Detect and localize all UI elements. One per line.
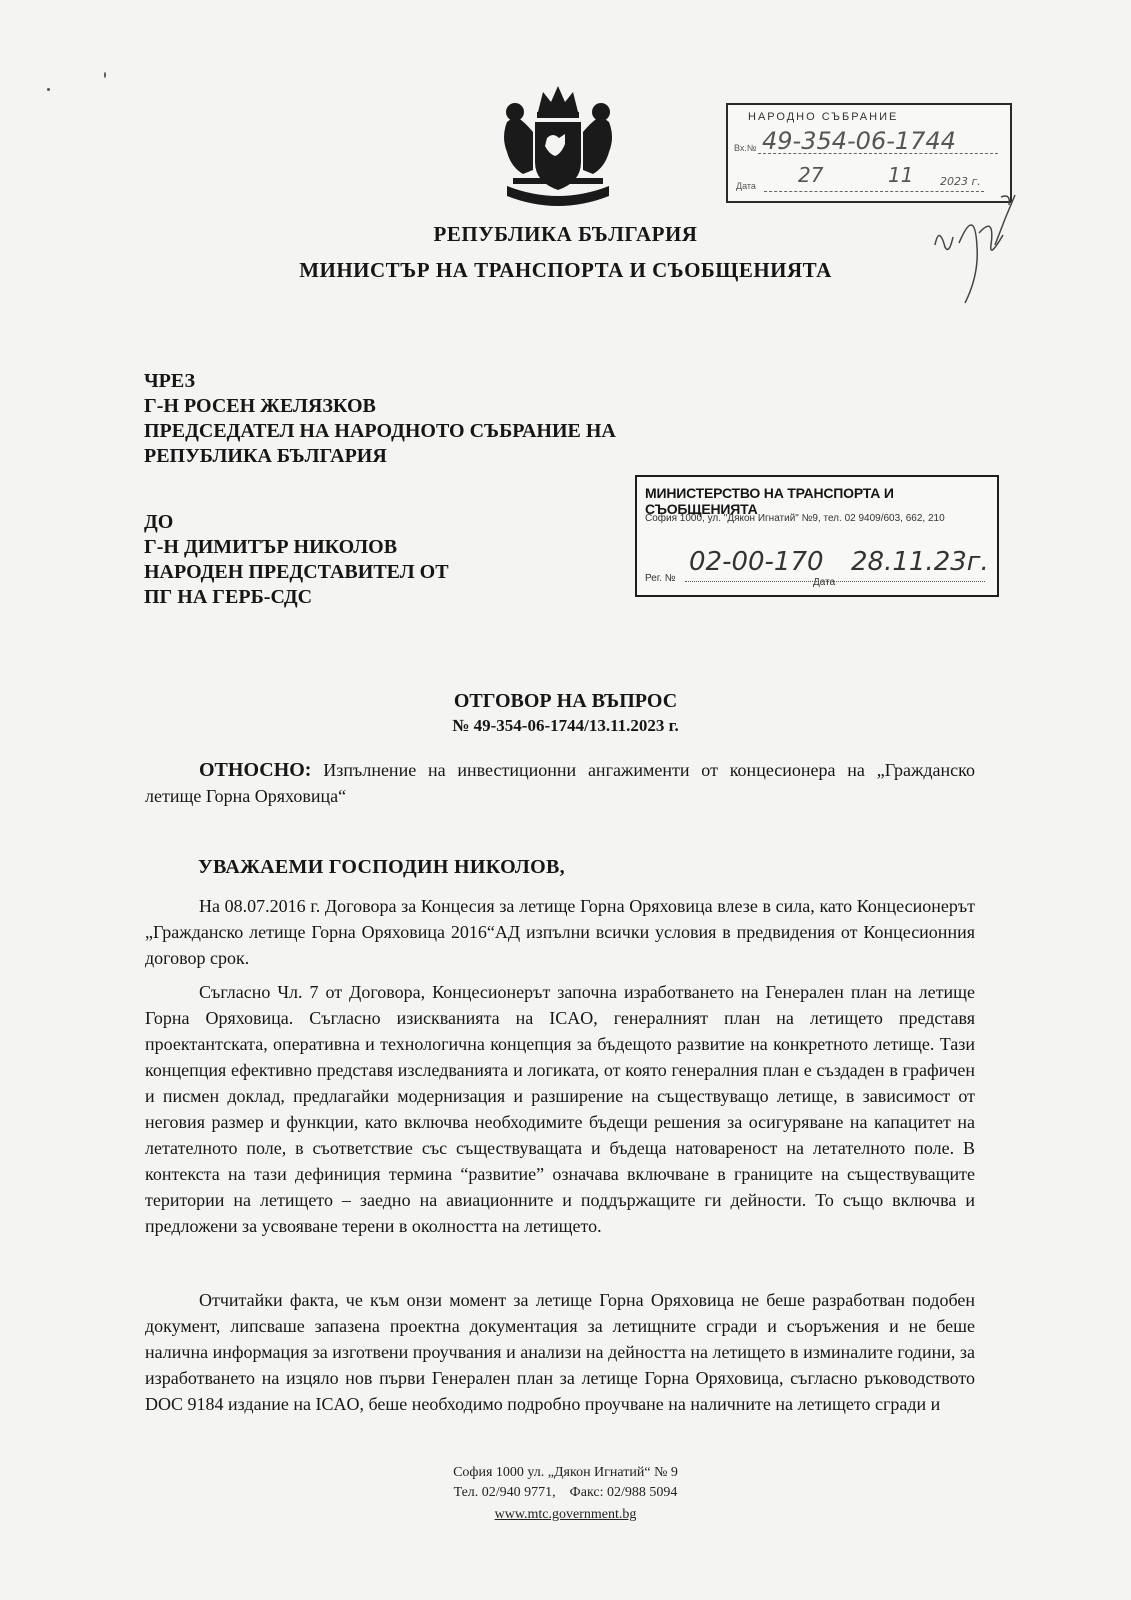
coat-of-arms-icon [493, 82, 623, 222]
stamp-line [685, 581, 985, 582]
subject-text: Изпълнение на инвестиционни ангажименти от концесионера на „Гражданско летище Горна Оряховица“ [145, 760, 975, 806]
recipient-line: ДО [144, 511, 174, 533]
via-line: ЧРЕЗ [144, 370, 196, 392]
recipient-line: НАРОДЕН ПРЕДСТАВИТЕЛ ОТ [144, 561, 449, 583]
stamp-line [758, 153, 998, 154]
stamp-date-label: Дата [736, 181, 756, 191]
recipient-line: Г-Н ДИМИТЪР НИКОЛОВ [144, 536, 398, 558]
document-title: ОТГОВОР НА ВЪПРОС [453, 690, 678, 712]
scan-speck [47, 88, 50, 91]
document-number: № 49-354-06-1744/13.11.2023 г. [452, 716, 679, 735]
recipient-line: ПГ НА ГЕРБ-СДС [144, 586, 313, 608]
stamp-date-year: 2023 г. [940, 175, 981, 188]
stamp-date-value: 28.11.23г. [851, 547, 989, 577]
body-paragraph: Отчитайки факта, че към онзи момент за летище Горна Оряховица не беше разработван подобен документ, липсваше запазена проектна документация за летищните сгради и съоръжения и не беше налична информация за изготвени проучвания и анализи на дейността на летището в изминалите години, за изработването на изцяло нов първи Генерален план за летище Горна Оряховица, съгласно ръководството DOC 9184 издание на ICAO, беше необходимо подробно проучване на наличните на летището сгради и [145, 1290, 975, 1414]
stamp-reg-number: 02-00-170 [689, 547, 824, 577]
footer-website-link[interactable]: www.mtc.government.bg [494, 1507, 637, 1522]
body-paragraph: Съгласно Чл. 7 от Договора, Концесионерът започна изработването на Генерален план на летище Горна Оряховица. Съгласно изискванията на ICAO, генералният план на летището представя проектантската, оперативна и технологична концепция за бъдещото развитие на конкретното летище. Тази концепция ефективно представя изследванията и логиката, от която генералния план е създаден в графичен и писмен доклад, предлагайки модернизация и разширение на съществуващо летище, в зависимост от неговия размер и функции, като включва необходимите бъдещи решения за осигуряване на капацитет на летателното поле, в съответствие със съществуващата и бъдеща натовареност на летателното поле. В контекста на тази дефиниция термина “развитие” означава включване в границите на съществуващите територии на летището – заедно на авиационните и поддържащите ги дейности. То също включва и предложени за усвояване терени в околността на летището. [145, 982, 975, 1236]
header-ministry: МИНИСТЪР НА ТРАНСПОРТА И СЪОБЩЕНИЯТА [299, 258, 832, 282]
via-line: Г-Н РОСЕН ЖЕЛЯЗКОВ [144, 395, 376, 417]
recipient-block [144, 510, 449, 610]
stamp-reg-label: Рег. № [645, 573, 676, 584]
via-line: ПРЕДСЕДАТЕЛ НА НАРОДНОТО СЪБРАНИЕ НА [144, 420, 616, 442]
footer-address: София 1000 ул. „Дякон Игнатий“ № 9 [453, 1465, 678, 1480]
stamp-date-label: Дата [813, 577, 836, 588]
subject-label: ОТНОСНО: [199, 759, 312, 781]
greeting: УВАЖАЕМИ ГОСПОДИН НИКОЛОВ, [198, 856, 565, 878]
body-paragraph: На 08.07.2016 г. Договора за Концесия за летище Горна Оряховица влезе в сила, като Концесионерът „Гражданско летище Горна Оряховица 2016“АД изпълни всички условия в предвидения от Концесионния договор срок. [145, 896, 975, 968]
footer-phone: Тел. 02/940 9771, Факс: 02/988 5094 [453, 1485, 678, 1500]
stamp-title: МИНИСТЕРСТВО НА ТРАНСПОРТА И СЪОБЩЕНИЯТА [645, 485, 894, 517]
stamp-reg-label: Вх.№ [734, 143, 757, 153]
subject [145, 757, 975, 809]
scan-speck [104, 72, 106, 78]
stamp-title: НАРОДНО СЪБРАНИЕ [748, 111, 899, 123]
ministry-registration-stamp [635, 475, 999, 597]
via-line: РЕПУБЛИКА БЪЛГАРИЯ [144, 445, 387, 467]
header-country: РЕПУБЛИКА БЪЛГАРИЯ [433, 222, 698, 246]
via-block [144, 369, 616, 469]
stamp-date-day: 27 [798, 163, 824, 187]
stamp-date-month: 11 [888, 163, 914, 187]
stamp-reg-number: 49-354-06-1744 [762, 127, 956, 155]
stamp-address: София 1000, ул. "Дякон Игнатий" №9, тел. 02 9409/603, 662, 210 [645, 513, 945, 524]
